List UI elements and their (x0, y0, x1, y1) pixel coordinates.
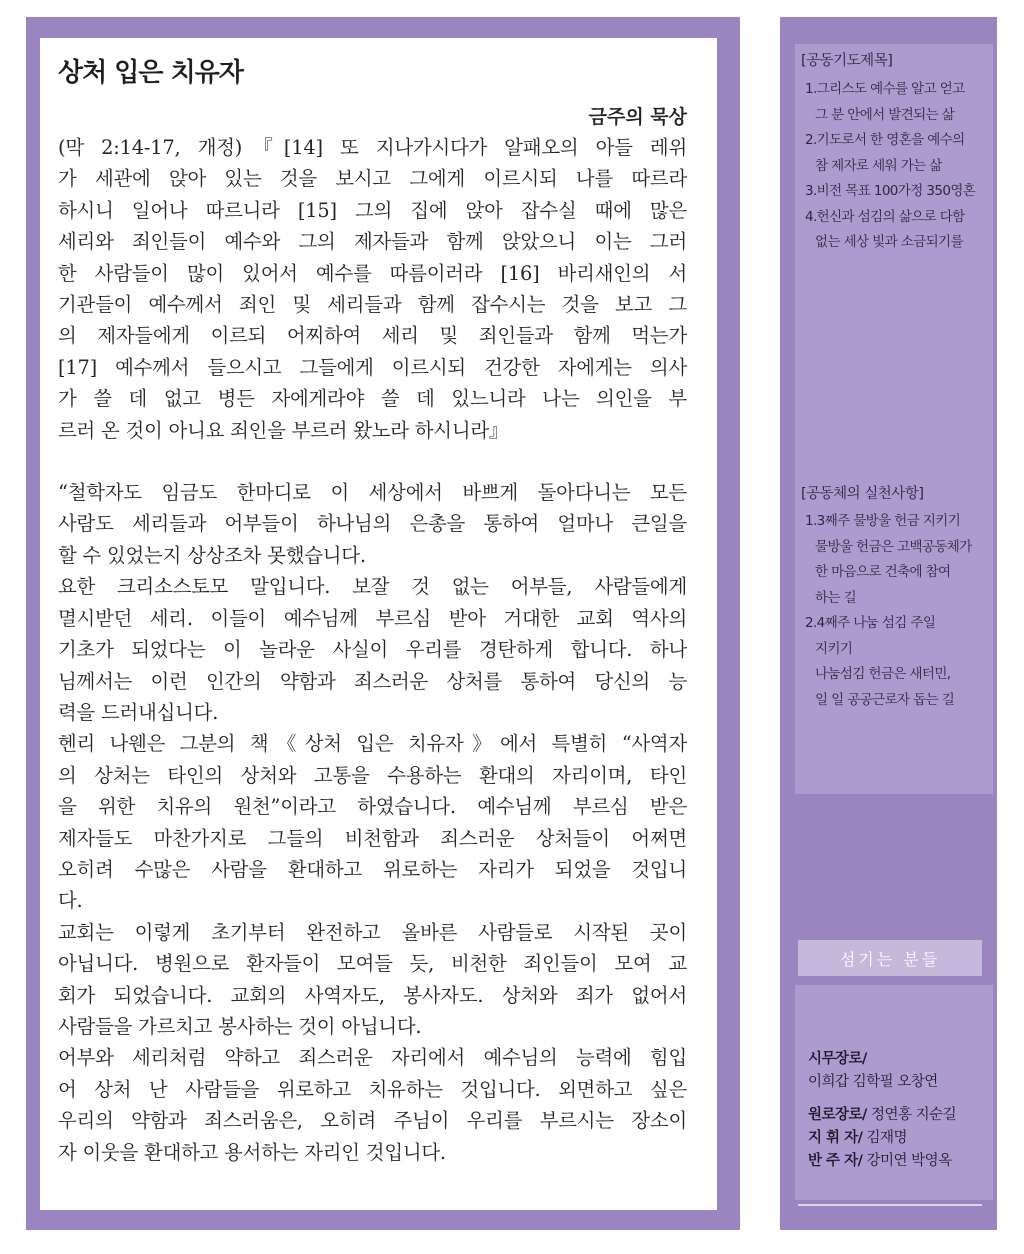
section-heading: 금주의 묵상 (588, 106, 687, 128)
accompanist-label: 반 주 자/ (808, 1153, 863, 1169)
paragraph (58, 1042, 687, 1168)
scripture-line: 르러 온 것이 아니요 죄인을 부르러 왔노라 하시니라』 (58, 418, 509, 442)
list-item-line: 하는 길 (815, 589, 857, 606)
servants-button[interactable]: 섬기는 분들 (798, 940, 982, 976)
paragraph-line: 우리의 약함과 죄스러움은, 오히려 주님이 우리를 부르시는 장소이 (58, 1109, 687, 1133)
paragraph-line: 요한 크리소스토모 말입니다. 보잘 것 없는 어부들, 사람들에게 (58, 575, 687, 599)
paragraph-line: 어부와 세리처럼 약하고 죄스러운 자리에서 예수님의 능력에 힘입 (58, 1046, 687, 1070)
paragraph-line: 사람도 세리들과 어부들이 하나님의 은총을 통하여 얼마나 큰일을 (58, 512, 687, 536)
paragraph-line: 을 위한 치유의 원천”이라고 하였습니다. 예수님께 부르심 받은 (58, 795, 687, 819)
paragraph (58, 728, 687, 916)
scripture-line: 가 세관에 앉아 있는 것을 보시고 그에게 이르시되 나를 따르라 (58, 167, 687, 191)
scripture-passage (58, 132, 687, 446)
paragraph-line: 력을 드러내십니다. (58, 700, 219, 724)
list-item-line: 2.기도로서 한 영혼을 예수의 (805, 132, 965, 148)
paragraph-line: 헨리 나웬은 그분의 책《상처 입은 치유자》에서 특별히 “사역자 (58, 732, 687, 756)
retired-elders-label: 원로장로/ (808, 1107, 867, 1123)
paragraph (58, 917, 687, 1043)
list-item-line: 물방울 헌금은 고백공동체가 (815, 538, 972, 555)
list-item-line: 일 일 공공근로자 돕는 길 (815, 691, 955, 708)
active-elders-names: 이희갑 김학필 오창연 (808, 1074, 938, 1090)
retired-elders-names: 정연홍 지순길 (870, 1107, 957, 1123)
staff-active-elders (808, 1048, 938, 1094)
scripture-line: 한 사람들이 많이 있어서 예수를 따름이러라 [16] 바리새인의 서 (58, 261, 687, 285)
list-item-line: 지키기 (815, 640, 853, 657)
scripture-line: (막 2:14-17, 개정)『[14] 또 지나가시다가 알패오의 아들 레위 (58, 136, 687, 159)
list-item-line: 나눔섬김 헌금은 새터민, (815, 666, 951, 682)
paragraph (58, 477, 687, 571)
paragraph-line: 기초가 되었다는 이 놀라운 사실이 우리를 경탄하게 합니다. 하나 (58, 638, 687, 662)
paragraph-line: 오히려 수많은 사람을 환대하고 위로하는 자리가 되었을 것입니 (58, 857, 687, 881)
scripture-line: 가 쓸 데 없고 병든 자에게라야 쓸 데 있느니라 나는 의인을 부 (58, 387, 687, 411)
paragraph-gap (58, 446, 687, 477)
staff-others (808, 1104, 956, 1173)
paragraph-line: “철학자도 임금도 한마디로 이 세상에서 바쁘게 돌아다니는 모든 (58, 481, 687, 505)
list-item-line: 2.4째주 나눔 섬김 주일 (805, 615, 936, 631)
conductor-name: 김재명 (866, 1130, 908, 1146)
list-item (805, 611, 990, 713)
list-item-line: 4.헌신과 섬김의 삶으로 다함 (805, 208, 965, 225)
paragraph-line: 교회는 이렇게 초기부터 완전하고 올바른 사람들로 시작된 곳이 (58, 920, 687, 944)
list-item-line: 1.그리스도 예수를 알고 얻고 (805, 81, 965, 97)
paragraph-line: 님께서는 이런 인간의 약함과 죄스러운 상처를 통하여 당신의 능 (58, 669, 687, 693)
prayer-topics-title: [공동기도제목] (801, 53, 893, 69)
paragraph-line: 사람들을 가르치고 봉사하는 것이 아닙니다. (58, 1014, 422, 1038)
paragraph-line: 회가 되었습니다. 교회의 사역자도, 봉사자도. 상처와 죄가 없어서 (58, 983, 687, 1007)
list-item-line: 참 제자로 세워 가는 삶 (815, 157, 942, 174)
scripture-line: 기관들이 예수께서 죄인 및 세리들과 함께 잡수시는 것을 보고 그 (58, 293, 687, 317)
list-item-line: 그 분 안에서 발견되는 삶 (815, 106, 955, 123)
list-item (805, 205, 990, 256)
scripture-line: 세리와 죄인들이 예수와 그의 제자들과 함께 앉았으니 이는 그러 (58, 230, 687, 254)
paragraph-line: 할 수 있었는지 상상조차 못했습니다. (58, 543, 366, 567)
accompanist-names: 강미연 박영옥 (866, 1153, 952, 1169)
list-item (805, 128, 990, 179)
list-item-line: 한 마음으로 건축에 참여 (815, 564, 951, 580)
prayer-topics-list (805, 77, 990, 256)
paragraph-line: 어 상처 난 사람들을 위로하고 치유하는 것입니다. 외면하고 싶은 (58, 1077, 687, 1101)
meditation-panel (40, 38, 717, 1210)
paragraph-line: 멸시받던 세리. 이들이 예수님께 부르심 받아 거대한 교회 역사의 (58, 606, 687, 630)
practice-list (805, 509, 990, 713)
paragraph-line: 아닙니다. 병원으로 환자들이 모여들 듯, 비천한 죄인들이 모여 교 (58, 952, 687, 976)
scripture-line: 의 제자들에게 이르되 어찌하여 세리 및 죄인들과 함께 먹는가 (58, 324, 687, 348)
list-item-line: 없는 세상 빛과 소금되기를 (815, 234, 963, 250)
practice-title: [공동체의 실천사항] (801, 486, 924, 502)
conductor-label: 지 휘 자/ (808, 1130, 863, 1146)
list-item-line: 1.3째주 물방울 헌금 지키기 (805, 513, 961, 529)
list-item (805, 77, 990, 128)
meditation-body (58, 477, 687, 1168)
scripture-line: [17] 예수께서 들으시고 그들에게 이르시되 건강한 자에게는 의사 (58, 355, 687, 379)
active-elders-label: 시무장로/ (808, 1051, 867, 1067)
list-item-line: 3.비전 목표 100가정 350영혼 (805, 183, 976, 199)
paragraph (58, 571, 687, 728)
list-item (805, 509, 990, 611)
list-item (805, 179, 990, 205)
paragraph-line: 제자들도 마찬가지로 그들의 비천함과 죄스러운 상처들이 어쩌면 (58, 826, 687, 850)
scripture-line: 하시니 일어나 따르니라 [15] 그의 집에 앉아 잡수실 때에 많은 (58, 198, 687, 222)
paragraph-line: 다. (58, 889, 83, 913)
paragraph-line: 자 이웃을 환대하고 용서하는 자리인 것입니다. (58, 1140, 446, 1164)
paragraph-line: 의 상처는 타인의 상처와 고통을 수용하는 환대의 자리이며, 타인 (58, 763, 687, 787)
sidebar-divider (798, 1204, 982, 1206)
page-title: 상처 입은 치유자 (58, 58, 243, 88)
